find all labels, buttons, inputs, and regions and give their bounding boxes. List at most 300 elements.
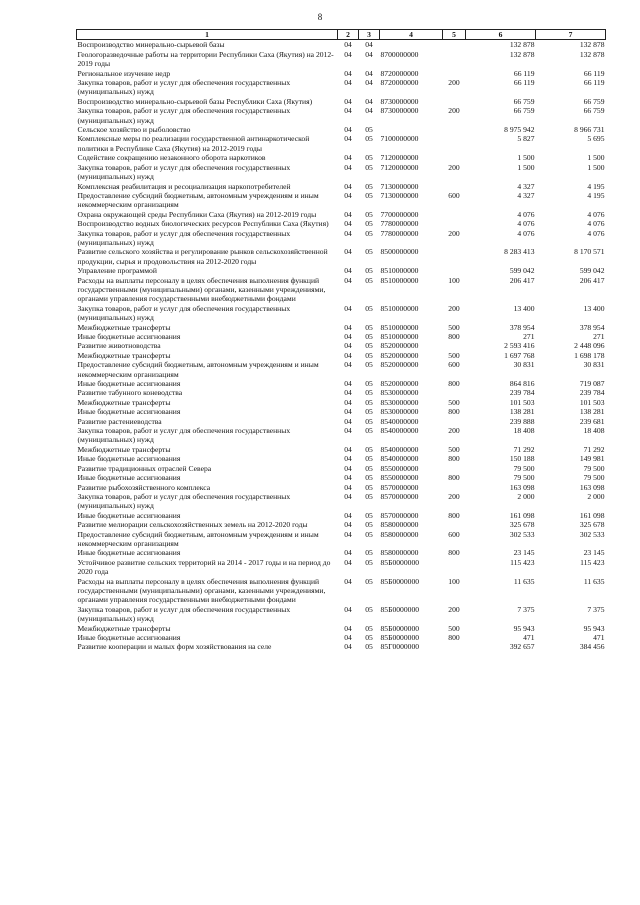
subsection-code: 05 bbox=[365, 623, 373, 633]
amount-year-1: 150 188 bbox=[509, 454, 535, 464]
subsection-code: 05 bbox=[365, 153, 373, 163]
target-code: 8720000000 bbox=[380, 78, 419, 88]
amount-year-1: 79 500 bbox=[513, 473, 535, 483]
item-name: Воспроизводство минерально-сырьевой базы bbox=[77, 40, 225, 50]
table-row bbox=[77, 360, 606, 379]
amount-year-2: 2 448 096 bbox=[574, 341, 605, 351]
amount-year-1: 66 759 bbox=[513, 106, 535, 116]
subsection-code: 05 bbox=[365, 181, 373, 191]
subsection-code: 05 bbox=[365, 360, 373, 370]
table-row bbox=[77, 191, 606, 210]
item-name: Региональное изучение недр bbox=[77, 68, 171, 78]
table-row bbox=[77, 304, 606, 323]
subsection-code: 05 bbox=[365, 604, 373, 614]
expense-type-code bbox=[443, 69, 466, 78]
amount-year-2: 7 375 bbox=[587, 604, 605, 614]
target-code: 8500000000 bbox=[380, 247, 419, 257]
item-name: Развитие кооперации и малых форм хозяйствования на селе bbox=[77, 642, 272, 652]
target-code: 8550000000 bbox=[380, 463, 419, 473]
amount-year-1: 471 bbox=[523, 633, 535, 642]
section-code: 04 bbox=[344, 341, 352, 351]
expense-type-code bbox=[443, 388, 466, 397]
amount-year-1: 1 500 bbox=[517, 162, 535, 172]
section-code: 04 bbox=[344, 78, 352, 88]
amount-year-1: 138 281 bbox=[509, 407, 535, 417]
expense-type-code bbox=[443, 247, 466, 266]
table-row bbox=[77, 454, 606, 463]
target-code: 85Г0000000 bbox=[380, 642, 420, 652]
item-name: Охрана окружающей среды Республики Саха (Якутия) на 2012-2019 годы bbox=[77, 209, 317, 219]
item-name: Закупка товаров, работ и услуг для обеспечения государственных (муниципальных) нужд bbox=[77, 106, 291, 125]
table-row bbox=[77, 97, 606, 106]
target-code: 8580000000 bbox=[380, 529, 419, 539]
amount-year-2: 239 784 bbox=[579, 388, 605, 398]
expense-type-code bbox=[443, 266, 466, 275]
subsection-code: 05 bbox=[365, 520, 373, 530]
amount-year-1: 23 145 bbox=[513, 548, 535, 558]
expense-type-code: 200 bbox=[448, 162, 460, 172]
subsection-code: 05 bbox=[365, 416, 373, 426]
expense-type-code: 800 bbox=[448, 473, 460, 483]
expense-type-code: 200 bbox=[448, 228, 460, 238]
amount-year-1: 132 878 bbox=[509, 40, 535, 50]
section-code: 04 bbox=[344, 49, 352, 59]
expense-type-code bbox=[443, 417, 466, 426]
item-name: Предоставление субсидий бюджетным, автономным учреждениям и иным некоммерческим организациям bbox=[77, 529, 319, 548]
expense-type-code: 200 bbox=[448, 604, 460, 614]
subsection-code: 05 bbox=[365, 341, 373, 351]
section-code: 04 bbox=[344, 332, 352, 341]
target-code: 8570000000 bbox=[380, 510, 419, 520]
subsection-code: 05 bbox=[365, 557, 373, 567]
target-code: 85Б0000000 bbox=[380, 633, 420, 642]
amount-year-2: 2 000 bbox=[587, 491, 605, 501]
amount-year-2: 4 076 bbox=[587, 228, 605, 238]
column-header: 6 bbox=[466, 30, 536, 40]
target-code: 8510000000 bbox=[380, 322, 419, 332]
subsection-code: 04 bbox=[365, 106, 373, 116]
amount-year-2: 4 076 bbox=[587, 209, 605, 219]
amount-year-1: 2 000 bbox=[517, 491, 535, 501]
amount-year-2: 239 681 bbox=[579, 416, 605, 426]
target-code: 8530000000 bbox=[380, 407, 419, 417]
item-name: Иные бюджетные ассигнования bbox=[77, 379, 181, 389]
table-row bbox=[77, 134, 606, 153]
amount-year-2: 384 456 bbox=[579, 642, 605, 652]
section-code: 04 bbox=[344, 96, 352, 106]
section-code: 04 bbox=[344, 529, 352, 539]
table-row bbox=[77, 548, 606, 557]
item-name: Развитие мелиорации сельскохозяйственных земель на 2012-2020 годы bbox=[77, 520, 308, 530]
expense-type-code: 800 bbox=[448, 379, 460, 389]
expense-type-code bbox=[443, 50, 466, 69]
amount-year-1: 11 635 bbox=[513, 576, 535, 586]
expense-type-code: 200 bbox=[448, 78, 460, 88]
table-row bbox=[77, 624, 606, 633]
table-row bbox=[77, 40, 606, 50]
amount-year-2: 206 417 bbox=[579, 275, 605, 285]
section-code: 04 bbox=[344, 576, 352, 586]
item-name: Закупка товаров, работ и услуг для обеспечения государственных (муниципальных) нужд bbox=[77, 303, 291, 323]
amount-year-2: 149 981 bbox=[579, 454, 605, 464]
target-code: 8540000000 bbox=[380, 416, 419, 426]
target-code: 7780000000 bbox=[380, 228, 419, 238]
amount-year-1: 206 417 bbox=[509, 275, 535, 285]
amount-year-1: 4 327 bbox=[517, 190, 535, 200]
expense-type-code bbox=[443, 153, 466, 162]
expense-type-code: 800 bbox=[448, 548, 460, 558]
column-header: 7 bbox=[536, 30, 606, 40]
item-name: Развитие табунного коневодства bbox=[77, 388, 183, 398]
subsection-code: 05 bbox=[365, 463, 373, 473]
section-code: 04 bbox=[344, 510, 352, 520]
subsection-code: 05 bbox=[365, 219, 373, 229]
target-code: 7780000000 bbox=[380, 219, 419, 229]
amount-year-1: 95 943 bbox=[513, 623, 535, 633]
amount-year-2: 11 635 bbox=[583, 576, 605, 586]
amount-year-1: 864 816 bbox=[509, 379, 535, 389]
section-code: 04 bbox=[344, 416, 352, 426]
item-name: Предоставление субсидий бюджетным, автономным учреждениям и иным некоммерческим организациям bbox=[77, 190, 319, 210]
section-code: 04 bbox=[344, 303, 352, 313]
table-row bbox=[77, 276, 606, 304]
amount-year-2: 378 954 bbox=[579, 322, 605, 332]
amount-year-2: 30 831 bbox=[583, 360, 605, 370]
target-code: 8520000000 bbox=[380, 379, 419, 389]
subsection-code: 05 bbox=[365, 228, 373, 238]
item-name: Воспроизводство водных биологических ресурсов Республики Саха (Якутия) bbox=[77, 219, 329, 229]
expense-type-code: 800 bbox=[448, 332, 460, 341]
target-code: 8540000000 bbox=[380, 454, 419, 464]
item-name: Развитие растениеводства bbox=[77, 416, 162, 426]
target-code: 85Б0000000 bbox=[380, 623, 420, 633]
table-row bbox=[77, 182, 606, 191]
expense-type-code: 800 bbox=[448, 510, 460, 520]
amount-year-1: 1 697 768 bbox=[504, 350, 535, 360]
target-code: 8580000000 bbox=[380, 520, 419, 530]
target-code: 7130000000 bbox=[380, 190, 419, 200]
section-code: 04 bbox=[344, 68, 352, 78]
target-code: 8530000000 bbox=[380, 388, 419, 398]
section-code: 04 bbox=[344, 134, 352, 144]
amount-year-1: 392 657 bbox=[509, 642, 535, 652]
section-code: 04 bbox=[344, 473, 352, 483]
expense-type-code bbox=[443, 520, 466, 529]
section-code: 04 bbox=[344, 557, 352, 567]
item-name: Содействие сокращению незаконного оборота наркотиков bbox=[77, 153, 266, 163]
subsection-code: 05 bbox=[365, 388, 373, 398]
section-code: 04 bbox=[344, 125, 352, 135]
table-row bbox=[77, 247, 606, 266]
expense-type-code: 500 bbox=[448, 350, 460, 360]
table-row bbox=[77, 417, 606, 426]
amount-year-1: 302 533 bbox=[509, 529, 535, 539]
item-name: Закупка товаров, работ и услуг для обеспечения государственных (муниципальных) нужд bbox=[77, 491, 291, 511]
amount-year-2: 95 943 bbox=[583, 623, 605, 633]
section-code: 04 bbox=[344, 520, 352, 530]
table-row bbox=[77, 520, 606, 529]
table-row bbox=[77, 210, 606, 219]
amount-year-1: 239 784 bbox=[509, 388, 535, 398]
item-name: Иные бюджетные ассигнования bbox=[77, 473, 181, 483]
target-code: 8570000000 bbox=[380, 482, 419, 492]
item-name: Воспроизводство минерально-сырьевой базы Республики Саха (Якутия) bbox=[77, 96, 313, 106]
amount-year-1: 4 076 bbox=[517, 219, 535, 229]
subsection-code: 05 bbox=[365, 379, 373, 389]
amount-year-2: 1 500 bbox=[587, 162, 605, 172]
amount-year-2: 71 292 bbox=[583, 444, 605, 454]
target-code bbox=[380, 40, 443, 50]
expense-type-code bbox=[443, 182, 466, 191]
expense-type-code bbox=[443, 219, 466, 228]
expense-type-code bbox=[443, 464, 466, 473]
amount-year-2: 719 087 bbox=[579, 379, 605, 389]
expense-type-code: 500 bbox=[448, 444, 460, 454]
target-code: 7130000000 bbox=[380, 181, 419, 191]
amount-year-1: 115 423 bbox=[510, 557, 535, 567]
section-code: 04 bbox=[344, 491, 352, 501]
target-code: 8730000000 bbox=[380, 106, 419, 116]
amount-year-1: 161 098 bbox=[509, 510, 535, 520]
amount-year-1: 66 759 bbox=[513, 96, 535, 106]
expense-type-code bbox=[443, 558, 466, 577]
target-code: 8570000000 bbox=[380, 491, 419, 501]
subsection-code: 05 bbox=[365, 426, 373, 436]
column-header: 4 bbox=[380, 30, 443, 40]
subsection-code: 05 bbox=[365, 444, 373, 454]
budget-table bbox=[76, 29, 606, 652]
target-code: 8510000000 bbox=[380, 266, 419, 276]
expense-type-code: 100 bbox=[448, 576, 460, 586]
expense-type-code bbox=[443, 40, 466, 50]
section-code: 04 bbox=[344, 106, 352, 116]
amount-year-2: 101 503 bbox=[579, 397, 605, 407]
item-name: Развитие традиционных отраслей Севера bbox=[77, 463, 212, 473]
item-name: Межбюджетные трансферты bbox=[77, 444, 171, 454]
table-row bbox=[77, 125, 606, 134]
target-code bbox=[380, 125, 443, 134]
column-header: 5 bbox=[443, 30, 466, 40]
expense-type-code: 500 bbox=[448, 322, 460, 332]
amount-year-2: 115 423 bbox=[580, 557, 605, 567]
amount-year-2: 1 500 bbox=[587, 153, 605, 163]
amount-year-2: 302 533 bbox=[579, 529, 605, 539]
target-code: 7700000000 bbox=[380, 209, 419, 219]
amount-year-1: 4 327 bbox=[517, 181, 535, 191]
expense-type-code: 200 bbox=[448, 426, 460, 436]
table-row bbox=[77, 473, 606, 482]
item-name: Комплексная реабилитация и ресоциализация наркопотребителей bbox=[77, 181, 291, 191]
amount-year-2: 325 678 bbox=[579, 520, 605, 530]
amount-year-1: 325 678 bbox=[509, 520, 535, 530]
expense-type-code: 200 bbox=[448, 491, 460, 501]
amount-year-2: 271 bbox=[593, 332, 605, 341]
amount-year-1: 8 975 942 bbox=[504, 125, 535, 135]
amount-year-2: 471 bbox=[593, 633, 605, 642]
item-name: Иные бюджетные ассигнования bbox=[77, 407, 181, 417]
subsection-code: 05 bbox=[365, 209, 373, 219]
item-name: Иные бюджетные ассигнования bbox=[77, 332, 181, 341]
subsection-code: 05 bbox=[365, 576, 373, 586]
subsection-code: 05 bbox=[365, 350, 373, 360]
item-name: Расходы на выплаты персоналу в целях обеспечения выполнения функций государственными (муниципальными) органами, казенными учреждениями, органами управления государственными внебюджетными фондами bbox=[77, 275, 326, 304]
amount-year-1: 378 954 bbox=[509, 322, 535, 332]
amount-year-1: 7 375 bbox=[517, 604, 535, 614]
table-header-row bbox=[77, 30, 606, 40]
amount-year-2: 66 759 bbox=[583, 106, 605, 116]
amount-year-2: 8 966 731 bbox=[574, 125, 605, 135]
table-row bbox=[77, 163, 606, 182]
target-code: 7120000000 bbox=[380, 153, 419, 163]
subsection-code: 04 bbox=[365, 96, 373, 106]
target-code: 85Б0000000 bbox=[380, 604, 420, 614]
item-name: Предоставление субсидий бюджетным, автономным учреждениям и иным некоммерческим организациям bbox=[77, 360, 319, 379]
section-code: 04 bbox=[344, 360, 352, 370]
item-name: Межбюджетные трансферты bbox=[77, 397, 171, 407]
amount-year-1: 30 831 bbox=[513, 360, 535, 370]
section-code: 04 bbox=[344, 482, 352, 492]
item-name: Иные бюджетные ассигнования bbox=[77, 633, 181, 642]
expense-type-code bbox=[443, 642, 466, 651]
section-code: 04 bbox=[344, 426, 352, 436]
amount-year-1: 18 408 bbox=[513, 426, 535, 436]
table-row bbox=[77, 407, 606, 416]
item-name: Развитие сельского хозяйства и регулирование рынков сельскохозяйственной продукции, сырья и продовольствия на 2012-2020 годы bbox=[77, 247, 328, 266]
target-code: 8700000000 bbox=[380, 49, 419, 59]
expense-type-code: 800 bbox=[448, 633, 460, 642]
expense-type-code bbox=[443, 210, 466, 219]
table-row bbox=[77, 577, 606, 605]
item-name: Закупка товаров, работ и услуг для обеспечения государственных (муниципальных) нужд bbox=[77, 604, 291, 624]
expense-type-code: 200 bbox=[448, 303, 460, 313]
amount-year-2: 4 195 bbox=[587, 190, 605, 200]
amount-year-2: 23 145 bbox=[583, 548, 605, 558]
table-row bbox=[77, 229, 606, 248]
table-row bbox=[77, 511, 606, 520]
target-code: 8520000000 bbox=[380, 350, 419, 360]
subsection-code: 05 bbox=[365, 473, 373, 483]
section-code: 04 bbox=[344, 162, 352, 172]
subsection-code: 05 bbox=[365, 125, 373, 135]
item-name: Иные бюджетные ассигнования bbox=[77, 454, 181, 464]
amount-year-1: 71 292 bbox=[513, 444, 535, 454]
target-code: 7100000000 bbox=[380, 134, 419, 144]
table-row bbox=[77, 379, 606, 388]
subsection-code: 05 bbox=[365, 454, 373, 464]
expense-type-code: 600 bbox=[448, 529, 460, 539]
amount-year-2: 79 500 bbox=[583, 473, 605, 483]
subsection-code: 05 bbox=[365, 332, 373, 341]
subsection-code: 05 bbox=[365, 529, 373, 539]
amount-year-1: 8 283 413 bbox=[504, 247, 535, 257]
section-code: 04 bbox=[344, 209, 352, 219]
amount-year-2: 163 098 bbox=[579, 482, 605, 492]
amount-year-2: 1 698 178 bbox=[574, 350, 605, 360]
expense-type-code: 200 bbox=[448, 106, 460, 116]
item-name: Закупка товаров, работ и услуг для обеспечения государственных (муниципальных) нужд bbox=[77, 426, 291, 445]
section-code: 04 bbox=[344, 623, 352, 633]
amount-year-2: 13 400 bbox=[583, 303, 605, 313]
table-row bbox=[77, 266, 606, 275]
subsection-code: 04 bbox=[365, 78, 373, 88]
table-row bbox=[77, 219, 606, 228]
subsection-code: 05 bbox=[365, 407, 373, 417]
section-code: 04 bbox=[344, 275, 352, 285]
subsection-code: 04 bbox=[365, 40, 373, 50]
table-row bbox=[77, 398, 606, 407]
expense-type-code bbox=[443, 97, 466, 106]
item-name: Межбюджетные трансферты bbox=[77, 322, 171, 332]
subsection-code: 05 bbox=[365, 491, 373, 501]
item-name: Иные бюджетные ассигнования bbox=[77, 548, 181, 558]
expense-type-code bbox=[443, 125, 466, 134]
target-code: 85Б0000000 bbox=[380, 576, 420, 586]
table-row bbox=[77, 69, 606, 78]
amount-year-2: 161 098 bbox=[579, 510, 605, 520]
subsection-code: 05 bbox=[365, 162, 373, 172]
amount-year-1: 163 098 bbox=[509, 482, 535, 492]
section-code: 04 bbox=[344, 181, 352, 191]
amount-year-1: 599 042 bbox=[509, 266, 535, 276]
amount-year-1: 13 400 bbox=[513, 303, 535, 313]
subsection-code: 05 bbox=[365, 397, 373, 407]
section-code: 04 bbox=[344, 407, 352, 417]
amount-year-1: 4 076 bbox=[517, 209, 535, 219]
target-code: 8540000000 bbox=[380, 444, 419, 454]
amount-year-2: 66 119 bbox=[583, 78, 605, 88]
item-name: Закупка товаров, работ и услуг для обеспечения государственных (муниципальных) нужд bbox=[77, 228, 291, 247]
subsection-code: 04 bbox=[365, 49, 373, 59]
expense-type-code: 600 bbox=[448, 360, 460, 370]
target-code: 8530000000 bbox=[380, 397, 419, 407]
section-code: 04 bbox=[344, 463, 352, 473]
section-code: 04 bbox=[344, 266, 352, 276]
amount-year-2: 5 695 bbox=[587, 134, 605, 144]
amount-year-2: 8 170 571 bbox=[574, 247, 605, 257]
table-row bbox=[77, 605, 606, 624]
item-name: Развитие рыбохозяйственного комплекса bbox=[77, 482, 211, 492]
item-name: Управление программой bbox=[77, 266, 157, 276]
amount-year-1: 239 888 bbox=[509, 416, 535, 426]
table-row bbox=[77, 388, 606, 397]
section-code: 04 bbox=[344, 190, 352, 200]
subsection-code: 05 bbox=[365, 642, 373, 652]
subsection-code: 05 bbox=[365, 482, 373, 492]
item-name: Геологоразведочные работы на территории Республики Саха (Якутия) на 2012-2019 годы bbox=[77, 49, 334, 69]
table-row bbox=[77, 106, 606, 125]
section-code: 04 bbox=[344, 444, 352, 454]
section-code: 04 bbox=[344, 548, 352, 558]
amount-year-1: 1 500 bbox=[517, 153, 535, 163]
table-row bbox=[77, 153, 606, 162]
target-code: 8510000000 bbox=[380, 332, 419, 341]
target-code: 8540000000 bbox=[380, 426, 419, 436]
section-code: 04 bbox=[344, 219, 352, 229]
table-row bbox=[77, 78, 606, 97]
table-row bbox=[77, 530, 606, 549]
subsection-code: 05 bbox=[365, 322, 373, 332]
section-code: 04 bbox=[344, 633, 352, 642]
amount-year-1: 4 076 bbox=[517, 228, 535, 238]
expense-type-code: 500 bbox=[448, 397, 460, 407]
subsection-code: 05 bbox=[365, 190, 373, 200]
subsection-code: 05 bbox=[365, 275, 373, 285]
section-code: 04 bbox=[344, 642, 352, 652]
target-code: 8520000000 bbox=[380, 341, 419, 351]
amount-year-1: 101 503 bbox=[509, 397, 535, 407]
section-code: 04 bbox=[344, 379, 352, 389]
column-header: 1 bbox=[77, 30, 338, 40]
